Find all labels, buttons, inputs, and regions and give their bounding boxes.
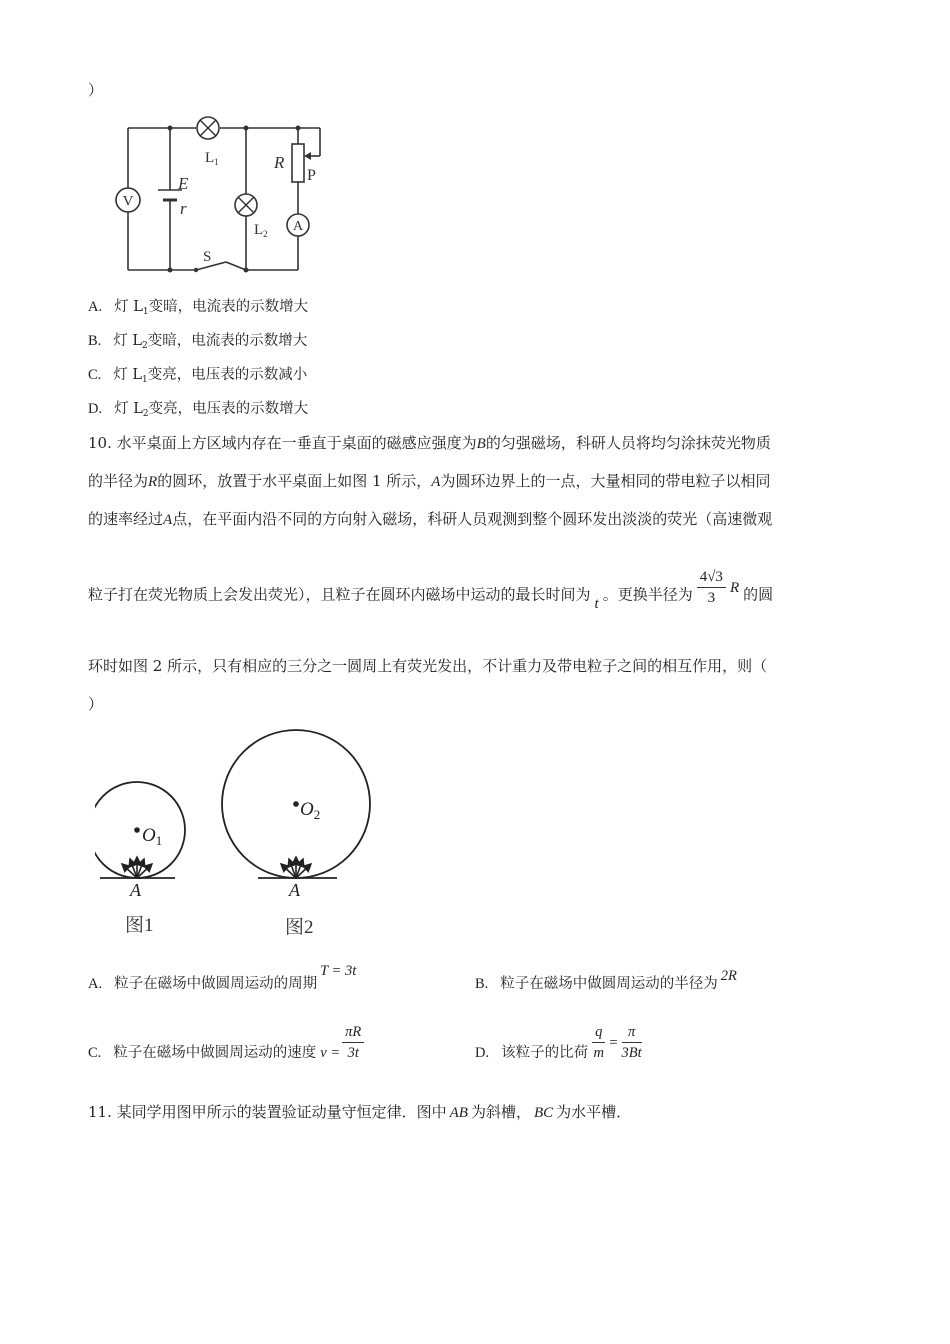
figure-1	[95, 782, 185, 936]
q10-line-1: 10. 水平桌面上方区域内存在一垂直于桌面的磁感应强度为B的匀强磁场，科研人员将均匀涂抹荧光物质	[88, 434, 771, 452]
slider-label: P	[307, 167, 316, 184]
q9-option-a[interactable]: A. 灯 $L_1$变暗，电流表的示数增大	[88, 299, 309, 317]
switch-label: S	[203, 249, 212, 265]
internal-resistance-label: r	[180, 199, 187, 218]
q10-line-5: 环时如图 2 所示，只有相应的三分之一圆周上有荧光发出，不计重力及带电粒子之间的相互作用，则（	[88, 657, 768, 675]
ammeter-label: A	[292, 219, 304, 234]
q9-option-c[interactable]: C. 灯 $L_1$变亮，电压表的示数减小	[88, 367, 308, 385]
q10-option-a[interactable]: A. 粒子在磁场中做圆周运动的周期T = 3t	[88, 963, 357, 992]
option-d-lhs-fraction: $\frac{q}{m}$	[593, 1024, 604, 1061]
q9-option-b[interactable]: B. 灯 $L_2$变暗，电流表的示数增大	[88, 333, 308, 351]
lamp-l2-symbol	[235, 194, 257, 216]
circuit-diagram	[108, 110, 338, 285]
lamp-l1-symbol	[197, 117, 219, 139]
q10-line-4: 粒子打在荧光物质上会发出荧光），且粒子在圆环内磁场中运动的最长时间为 t 。更换半径为 $\frac{4√3}{3}$ R 的圆	[88, 569, 774, 612]
fig2-caption: 图2	[285, 917, 314, 938]
q10-option-b[interactable]: B. 粒子在磁场中做圆周运动的半径为 2R	[475, 968, 737, 992]
ring-figures	[95, 725, 395, 940]
q10-option-d[interactable]: D. 该粒子的比荷 $\frac{q}{m}$ = $\frac{\pi}{3Bt}$	[475, 1024, 642, 1061]
fig1-point-label: A	[130, 880, 141, 900]
voltmeter-label: V	[122, 193, 134, 210]
lamp-l2-label: $L_2$	[254, 222, 268, 239]
figure-2	[222, 730, 370, 938]
lamp-l1-label: $L_1$	[205, 150, 219, 167]
q10-line-6: ）	[88, 695, 104, 713]
rheostat-label: R	[274, 153, 285, 172]
fig1-caption: 图1	[125, 915, 154, 936]
q9-option-d[interactable]: D. 灯 $L_2$变亮，电压表的示数增大	[88, 401, 309, 419]
q10-option-c[interactable]: C. 粒子在磁场中做圆周运动的速度 v = $\frac{\pi R}{3t}$	[88, 1022, 364, 1063]
continuation-paren: ）	[88, 81, 104, 99]
emf-label: E	[178, 174, 189, 193]
fig2-center-label: $O_2$	[300, 799, 321, 822]
radius-fraction: $\frac{4√3}{3}$	[697, 567, 726, 608]
q11-line-1: 11. 某同学用图甲所示的装置验证动量守恒定律．图中 AB 为斜槽， BC 为水平槽．	[88, 1103, 632, 1121]
q10-line-3: 的速率经过A点，在平面内沿不同的方向射入磁场，科研人员观测到整个圆环发出淡淡的荧光（高速微观	[88, 510, 773, 528]
option-d-rhs-fraction: $\frac{\pi}{3Bt}$	[621, 1024, 642, 1061]
q10-line-2: 的半径为R的圆环，放置于水平桌面上如图 1 所示，A为圆环边界上的一点，大量相同的带电粒子以相同	[88, 472, 771, 490]
option-c-fraction: $\frac{\pi R}{3t}$	[342, 1022, 364, 1063]
fig1-center-label: $O_1$	[142, 825, 163, 848]
fig2-point-label: A	[289, 880, 300, 900]
